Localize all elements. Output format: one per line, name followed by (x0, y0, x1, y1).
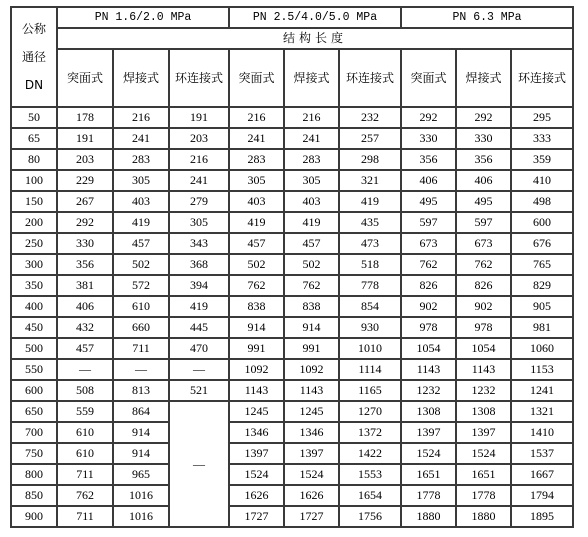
value-cell: 978 (457, 318, 510, 337)
dn-cell: 65 (12, 129, 56, 148)
value-cell: 762 (402, 255, 455, 274)
value-cell: 457 (58, 339, 112, 358)
value-cell: 191 (170, 108, 228, 127)
value-cell: 283 (114, 150, 168, 169)
dn-cell: 100 (12, 171, 56, 190)
value-cell: 914 (285, 318, 338, 337)
dn-header-line: DN (24, 78, 44, 92)
table-row (12, 171, 572, 190)
value-cell: 241 (170, 171, 228, 190)
table-row (12, 297, 572, 316)
value-cell: 241 (230, 129, 283, 148)
value-cell: 1321 (512, 402, 572, 421)
value-cell: 1143 (402, 360, 455, 379)
pressure-group-header: PN 2.5/4.0/5.0 MPa (230, 8, 400, 27)
value-cell: 292 (402, 108, 455, 127)
value-cell: 292 (58, 213, 112, 232)
table-row (12, 192, 572, 211)
value-cell: 778 (340, 276, 400, 295)
value-cell: 597 (457, 213, 510, 232)
value-cell: 610 (114, 297, 168, 316)
table-row (12, 129, 572, 148)
value-cell: 600 (512, 213, 572, 232)
dn-cell: 750 (12, 444, 56, 463)
value-cell: 419 (285, 213, 338, 232)
value-cell: 305 (114, 171, 168, 190)
table-row (12, 423, 572, 442)
value-cell: 279 (170, 192, 228, 211)
value-cell: 991 (230, 339, 283, 358)
value-cell: 1372 (340, 423, 400, 442)
value-cell: 902 (457, 297, 510, 316)
value-cell: 1397 (402, 423, 455, 442)
value-cell: 368 (170, 255, 228, 274)
column-header: 焊接式 (457, 50, 510, 106)
value-cell: 1651 (457, 465, 510, 484)
value-cell: 356 (402, 150, 455, 169)
value-cell: 1524 (230, 465, 283, 484)
value-cell: 905 (512, 297, 572, 316)
value-cell: 762 (58, 486, 112, 505)
value-cell: 1143 (285, 381, 338, 400)
table-row (12, 381, 572, 400)
value-cell: 1651 (402, 465, 455, 484)
value-cell: — (170, 360, 228, 379)
table-row (12, 360, 572, 379)
value-cell: 1092 (285, 360, 338, 379)
value-cell: 1422 (340, 444, 400, 463)
value-cell: 826 (457, 276, 510, 295)
table-row (12, 444, 572, 463)
value-cell: 419 (170, 297, 228, 316)
table-row (12, 507, 572, 526)
value-cell: 914 (114, 423, 168, 442)
value-cell: 216 (285, 108, 338, 127)
value-cell: 1308 (402, 402, 455, 421)
value-cell: 1165 (340, 381, 400, 400)
value-cell: 394 (170, 276, 228, 295)
value-cell: 829 (512, 276, 572, 295)
value-cell: 203 (170, 129, 228, 148)
value-cell: 257 (340, 129, 400, 148)
dn-cell: 250 (12, 234, 56, 253)
value-cell: 403 (114, 192, 168, 211)
value-cell: 1308 (457, 402, 510, 421)
value-cell: 1346 (230, 423, 283, 442)
value-cell: 419 (230, 213, 283, 232)
value-cell: 502 (114, 255, 168, 274)
value-cell: 305 (230, 171, 283, 190)
value-cell: 343 (170, 234, 228, 253)
value-cell: 1626 (230, 486, 283, 505)
dn-cell: 350 (12, 276, 56, 295)
value-cell: 1397 (457, 423, 510, 442)
value-cell: 419 (114, 213, 168, 232)
value-cell: 1727 (285, 507, 338, 526)
value-cell: 457 (285, 234, 338, 253)
value-cell: 1524 (457, 444, 510, 463)
value-cell: 1143 (230, 381, 283, 400)
value-cell: 435 (340, 213, 400, 232)
value-cell: 1727 (230, 507, 283, 526)
value-cell: 267 (58, 192, 112, 211)
value-cell: 864 (114, 402, 168, 421)
value-cell: 521 (170, 381, 228, 400)
value-cell: 495 (457, 192, 510, 211)
value-cell: 1410 (512, 423, 572, 442)
value-cell: 838 (285, 297, 338, 316)
value-cell: 232 (340, 108, 400, 127)
value-cell: 1537 (512, 444, 572, 463)
value-cell: 660 (114, 318, 168, 337)
table-row (12, 486, 572, 505)
column-header: 环连接式 (170, 50, 228, 106)
value-cell: — (114, 360, 168, 379)
column-header: 焊接式 (114, 50, 168, 106)
table-row (12, 150, 572, 169)
value-cell: 1143 (457, 360, 510, 379)
table-row (12, 276, 572, 295)
table-row (12, 402, 572, 421)
value-cell: 1778 (402, 486, 455, 505)
value-cell: 762 (230, 276, 283, 295)
dn-cell: 700 (12, 423, 56, 442)
value-cell: 216 (114, 108, 168, 127)
flange-length-table (10, 6, 574, 528)
value-cell: 330 (58, 234, 112, 253)
value-cell: 1054 (457, 339, 510, 358)
value-cell: 676 (512, 234, 572, 253)
value-cell: 498 (512, 192, 572, 211)
value-cell: 673 (457, 234, 510, 253)
value-cell: 241 (285, 129, 338, 148)
value-cell: 1241 (512, 381, 572, 400)
value-cell: 229 (58, 171, 112, 190)
dn-cell: 150 (12, 192, 56, 211)
value-cell: 381 (58, 276, 112, 295)
value-cell: 359 (512, 150, 572, 169)
value-cell: 406 (457, 171, 510, 190)
value-cell: 508 (58, 381, 112, 400)
value-cell: 1232 (402, 381, 455, 400)
value-cell: 1778 (457, 486, 510, 505)
value-cell: 283 (230, 150, 283, 169)
dn-cell: 500 (12, 339, 56, 358)
value-cell: 1060 (512, 339, 572, 358)
column-header: 突面式 (230, 50, 283, 106)
column-header: 环连接式 (340, 50, 400, 106)
dn-cell: 50 (12, 108, 56, 127)
dn-cell: 800 (12, 465, 56, 484)
value-cell: 1054 (402, 339, 455, 358)
dn-cell: 450 (12, 318, 56, 337)
value-cell: 1114 (340, 360, 400, 379)
table-header (12, 8, 572, 106)
value-cell: 991 (285, 339, 338, 358)
value-cell: 838 (230, 297, 283, 316)
dn-cell: 600 (12, 381, 56, 400)
value-cell: 1756 (340, 507, 400, 526)
value-cell: 295 (512, 108, 572, 127)
value-cell: 711 (114, 339, 168, 358)
value-cell: 403 (230, 192, 283, 211)
value-cell: 333 (512, 129, 572, 148)
value-cell: 298 (340, 150, 400, 169)
column-header: 焊接式 (285, 50, 338, 106)
value-cell: 1153 (512, 360, 572, 379)
table-row (12, 318, 572, 337)
value-cell: 762 (285, 276, 338, 295)
value-cell: 1397 (230, 444, 283, 463)
value-cell: 1092 (230, 360, 283, 379)
value-cell: 502 (230, 255, 283, 274)
value-cell: 445 (170, 318, 228, 337)
value-cell: 1016 (114, 507, 168, 526)
value-cell: 432 (58, 318, 112, 337)
value-cell: 610 (58, 423, 112, 442)
table-row (12, 213, 572, 232)
value-cell: 765 (512, 255, 572, 274)
value-cell: 457 (114, 234, 168, 253)
value-cell: 826 (402, 276, 455, 295)
dn-header (12, 8, 56, 106)
dn-header-line: 公称 (21, 22, 46, 36)
column-header: 突面式 (402, 50, 455, 106)
table-row (12, 255, 572, 274)
value-cell: 419 (340, 192, 400, 211)
value-cell: 518 (340, 255, 400, 274)
value-cell: 1553 (340, 465, 400, 484)
value-cell: 502 (285, 255, 338, 274)
value-cell: 321 (340, 171, 400, 190)
value-cell: 292 (457, 108, 510, 127)
value-cell: 356 (457, 150, 510, 169)
value-cell: 1880 (457, 507, 510, 526)
value-cell: 711 (58, 507, 112, 526)
value-cell: 597 (402, 213, 455, 232)
value-cell: 1397 (285, 444, 338, 463)
value-cell: 406 (402, 171, 455, 190)
value-cell: — (58, 360, 112, 379)
dn-cell: 80 (12, 150, 56, 169)
dn-cell: 850 (12, 486, 56, 505)
dn-cell: 400 (12, 297, 56, 316)
value-cell: 559 (58, 402, 112, 421)
value-cell: 854 (340, 297, 400, 316)
value-cell: 673 (402, 234, 455, 253)
pressure-group-header: PN 6.3 MPa (402, 8, 572, 27)
table-row (12, 108, 572, 127)
column-header: 突面式 (58, 50, 112, 106)
value-cell: 1895 (512, 507, 572, 526)
pressure-group-header: PN 1.6/2.0 MPa (58, 8, 228, 27)
value-cell: 216 (230, 108, 283, 127)
dn-cell: 650 (12, 402, 56, 421)
value-cell: 1524 (402, 444, 455, 463)
value-cell: 902 (402, 297, 455, 316)
value-cell: 1270 (340, 402, 400, 421)
dn-header-line: 通径 (21, 50, 46, 64)
value-cell: 178 (58, 108, 112, 127)
table-row (12, 465, 572, 484)
value-cell: 914 (114, 444, 168, 463)
value-cell: 930 (340, 318, 400, 337)
table-row (12, 339, 572, 358)
value-cell: 305 (170, 213, 228, 232)
value-cell: 410 (512, 171, 572, 190)
value-cell: 1654 (340, 486, 400, 505)
value-cell: 403 (285, 192, 338, 211)
subheader-row (12, 50, 572, 106)
value-cell: 457 (230, 234, 283, 253)
value-cell: 216 (170, 150, 228, 169)
value-cell: 914 (230, 318, 283, 337)
value-cell: 356 (58, 255, 112, 274)
table-body (12, 108, 572, 526)
value-cell: 978 (402, 318, 455, 337)
merged-empty-cell: — (170, 402, 228, 526)
value-cell: 330 (402, 129, 455, 148)
dn-cell: 900 (12, 507, 56, 526)
dn-cell: 550 (12, 360, 56, 379)
value-cell: 1626 (285, 486, 338, 505)
value-cell: 610 (58, 444, 112, 463)
column-header: 环连接式 (512, 50, 572, 106)
value-cell: 1232 (457, 381, 510, 400)
value-cell: 1245 (230, 402, 283, 421)
length-title: 结构长度 (58, 29, 572, 48)
value-cell: 1016 (114, 486, 168, 505)
value-cell: 762 (457, 255, 510, 274)
value-cell: 470 (170, 339, 228, 358)
value-cell: 572 (114, 276, 168, 295)
value-cell: 203 (58, 150, 112, 169)
value-cell: 330 (457, 129, 510, 148)
value-cell: 1346 (285, 423, 338, 442)
value-cell: 1667 (512, 465, 572, 484)
value-cell: 473 (340, 234, 400, 253)
value-cell: 241 (114, 129, 168, 148)
value-cell: 711 (58, 465, 112, 484)
value-cell: 495 (402, 192, 455, 211)
value-cell: 191 (58, 129, 112, 148)
value-cell: 1880 (402, 507, 455, 526)
length-title-row (12, 29, 572, 48)
value-cell: 1245 (285, 402, 338, 421)
value-cell: 1524 (285, 465, 338, 484)
value-cell: 1010 (340, 339, 400, 358)
value-cell: 981 (512, 318, 572, 337)
table-row (12, 234, 572, 253)
value-cell: 813 (114, 381, 168, 400)
value-cell: 283 (285, 150, 338, 169)
value-cell: 965 (114, 465, 168, 484)
value-cell: 305 (285, 171, 338, 190)
pressure-row (12, 8, 572, 27)
value-cell: 1794 (512, 486, 572, 505)
dn-cell: 300 (12, 255, 56, 274)
value-cell: 406 (58, 297, 112, 316)
dn-cell: 200 (12, 213, 56, 232)
